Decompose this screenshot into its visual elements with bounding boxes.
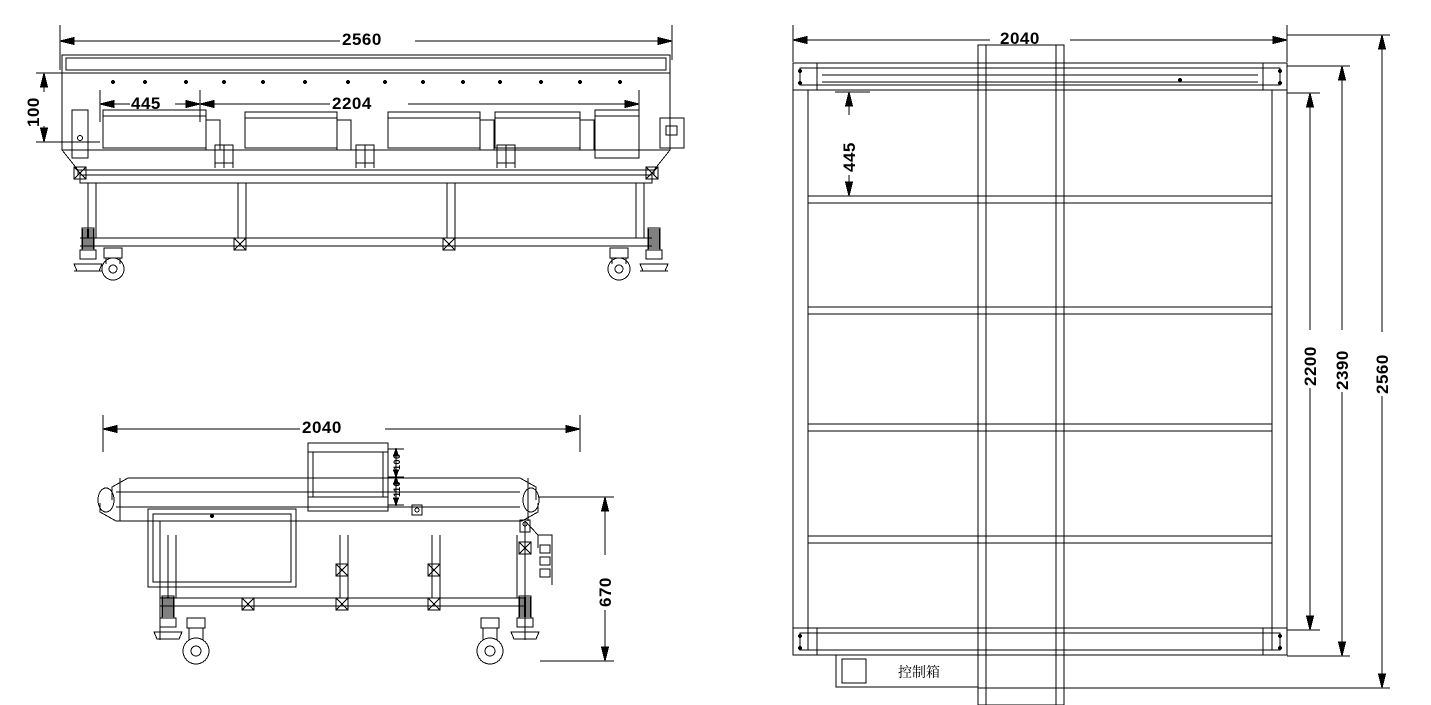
dim-label-plan-width-2040: 2040 [302, 418, 342, 437]
plan-weld-crosses [242, 542, 531, 610]
dim-2560-side [978, 35, 1390, 688]
dim-label-front-offset-445: 445 [131, 94, 161, 113]
head-group-4 [495, 112, 594, 150]
dim-label-front-span-2204: 2204 [332, 94, 372, 113]
plan-leg-left [154, 596, 182, 639]
plan-caster-left [183, 618, 209, 664]
dim-label-side-2390: 2390 [1333, 350, 1352, 390]
dim-label-front-height-100: 100 [24, 97, 43, 127]
head-group-3 [388, 112, 515, 168]
caster-right [608, 248, 630, 280]
dim-label-side-445: 445 [840, 142, 859, 172]
dim-label-side-2200: 2200 [1301, 346, 1320, 386]
dim-2204-front [200, 90, 639, 122]
dim-100-front [36, 73, 100, 142]
dim-2040-side [793, 25, 1287, 62]
head-group-2 [245, 112, 374, 168]
dim-label-plan-small-100: 100 [392, 453, 402, 470]
dim-label-side-2560: 2560 [1373, 354, 1392, 394]
control-box-label: 控制箱 [898, 665, 940, 681]
head-group-1 [103, 110, 233, 168]
plan-caster-right [477, 618, 503, 664]
dim-label-plan-small-110: 110 [392, 480, 402, 497]
dim-label-plan-height-670: 670 [596, 577, 615, 607]
dim-label-front-overall-length: 2560 [342, 30, 382, 49]
caster-left [102, 248, 124, 280]
dim-label-side-width-2040: 2040 [1000, 29, 1040, 48]
